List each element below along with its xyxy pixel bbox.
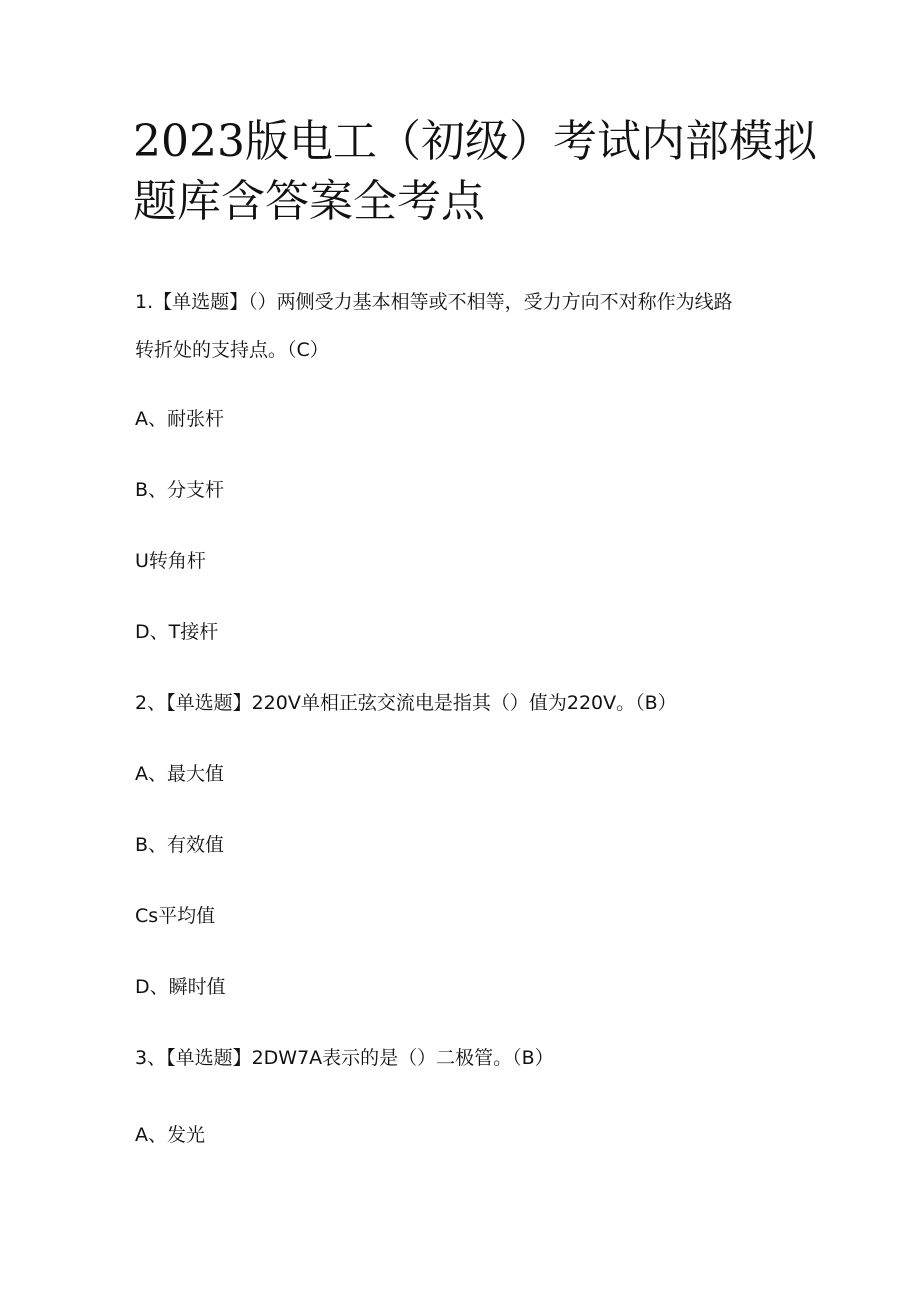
question-3-option-a: A、发光 [135,1124,205,1146]
question-1-option-c: U转角杆 [135,550,206,572]
question-2-stem: 2、【单选题】220V单相正弦交流电是指其（）值为220V。（B） [135,692,677,714]
question-2-option-d: D、瞬时值 [135,976,226,998]
question-1-option-a: A、耐张杆 [135,408,224,430]
question-1-option-d: D、T接杆 [135,621,219,643]
document-title-line-2: 题库含答案全考点 [133,176,485,227]
question-2-option-b: B、有效值 [135,834,225,856]
question-1-stem-line-2: 转折处的支持点。（C） [135,339,329,361]
question-3-stem: 3、【单选题】2DW7A表示的是（）二极管。（B） [135,1047,554,1069]
question-1-option-b: B、分支杆 [135,479,225,501]
document-title-line-1: 2023版电工（初级）考试内部模拟 [133,116,817,167]
document-title [133,112,817,232]
question-2-option-c: Cs平均值 [135,905,216,927]
question-2-option-a: A、最大值 [135,763,224,785]
question-1-stem-line-1: 1.【单选题】（）两侧受力基本相等或不相等，受力方向不对称作为线路 [135,291,733,313]
